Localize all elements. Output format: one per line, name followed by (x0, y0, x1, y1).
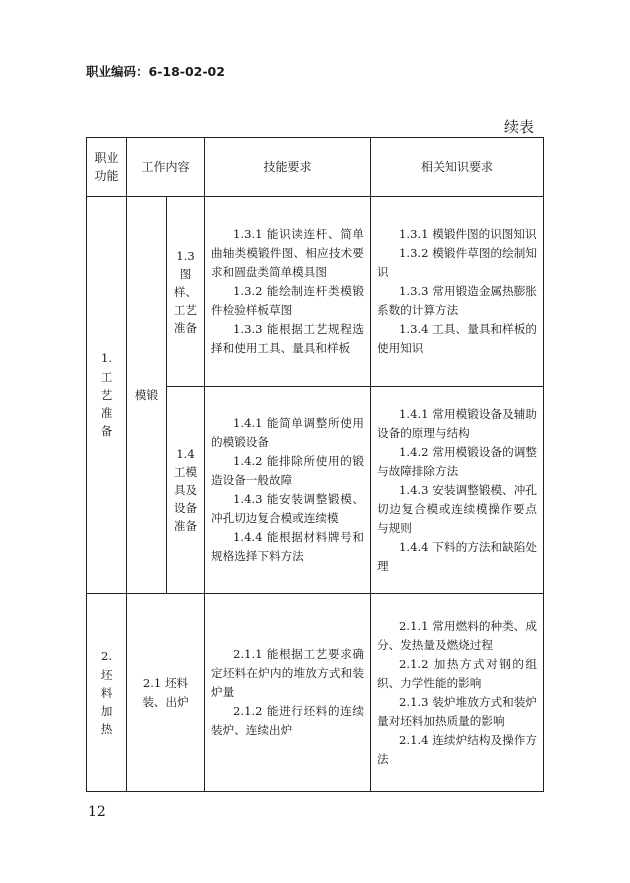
table-row (87, 594, 544, 792)
header-function: 职业功能 (87, 138, 127, 197)
skill-item: 1.3.1 能识读连杆、简单曲轴类模锻件图、相应技术要求和圆盘类简单模具图 (211, 227, 365, 279)
skills-cell (205, 387, 371, 594)
skill-item: 1.4.4 能根据材料牌号和规格选择下料方法 (211, 530, 365, 563)
knowledge-cell (371, 387, 544, 594)
function-number: 2. (100, 648, 113, 663)
work-cell: 1.3 图样、工艺准备 (167, 197, 205, 387)
skill-item: 1.4.1 能简单调整所使用的模锻设备 (211, 416, 365, 449)
function-number: 1. (100, 351, 113, 365)
function-name: 坯料加热 (100, 667, 113, 736)
knowledge-item: 2.1.3 装炉堆放方式和装炉量对坯料加热质量的影响 (377, 694, 538, 728)
continued-label: 续表 (503, 118, 534, 136)
knowledge-item: 2.1.2 加热方式对钢的组织、力学性能的影响 (377, 656, 538, 690)
skill-item: 1.4.2 能排除所使用的锻造设备一般故障 (211, 454, 365, 487)
knowledge-item: 1.4.2 常用模锻设备的调整与故障排除方法 (377, 444, 538, 478)
work-cell: 1.4 工模具及设备准备 (167, 387, 205, 594)
standards-table (86, 137, 544, 792)
knowledge-item: 1.4.1 常用模锻设备及辅助设备的原理与结构 (377, 406, 538, 440)
page-number: 12 (88, 804, 106, 820)
knowledge-item: 2.1.4 连续炉结构及操作方法 (377, 732, 538, 766)
knowledge-item: 1.3.1 模锻件图的识图知识 (399, 227, 537, 241)
function-cell (87, 197, 127, 594)
knowledge-item: 1.3.4 工具、量具和样板的使用知识 (377, 322, 538, 355)
skills-cell (205, 197, 371, 387)
knowledge-item: 1.4.3 安装调整锻模、冲孔切边复合模或连续模操作要点与规则 (377, 482, 538, 535)
knowledge-item: 2.1.1 常用燃料的种类、成分、发热量及燃烧过程 (377, 618, 538, 652)
knowledge-cell (371, 197, 544, 387)
knowledge-item: 1.3.3 常用锻造金属热膨胀系数的计算方法 (377, 284, 538, 317)
knowledge-item: 1.4.4 下料的方法和缺陷处理 (377, 539, 538, 573)
work-cell: 2.1 坯料装、出炉 (127, 594, 205, 792)
skill-item: 1.4.3 能安装调整锻模、冲孔切边复合模或连续模 (211, 492, 365, 525)
table-row (87, 197, 544, 387)
occupation-code: 职业编码：6-18-02-02 (86, 64, 225, 79)
skill-item: 1.3.3 能根据工艺规程选择和使用工具、量具和样板 (211, 322, 365, 355)
function-cell (87, 594, 127, 792)
header-work: 工作内容 (127, 138, 205, 197)
header-skills: 技能要求 (205, 138, 371, 197)
knowledge-item: 1.3.2 模锻件草图的绘制知识 (377, 246, 538, 279)
skills-cell (205, 594, 371, 792)
category-cell: 模锻 (127, 197, 167, 594)
skill-item: 2.1.2 能进行坯料的连续装炉、连续出炉 (211, 704, 365, 737)
table-header-row (87, 138, 544, 197)
skill-item: 2.1.1 能根据工艺要求确定坯料在炉内的堆放方式和装炉量 (211, 647, 365, 699)
function-name: 工艺准备 (100, 370, 113, 438)
skill-item: 1.3.2 能绘制连杆类模锻件检验样板草图 (211, 284, 365, 317)
header-knowledge: 相关知识要求 (371, 138, 544, 197)
knowledge-cell (371, 594, 544, 792)
